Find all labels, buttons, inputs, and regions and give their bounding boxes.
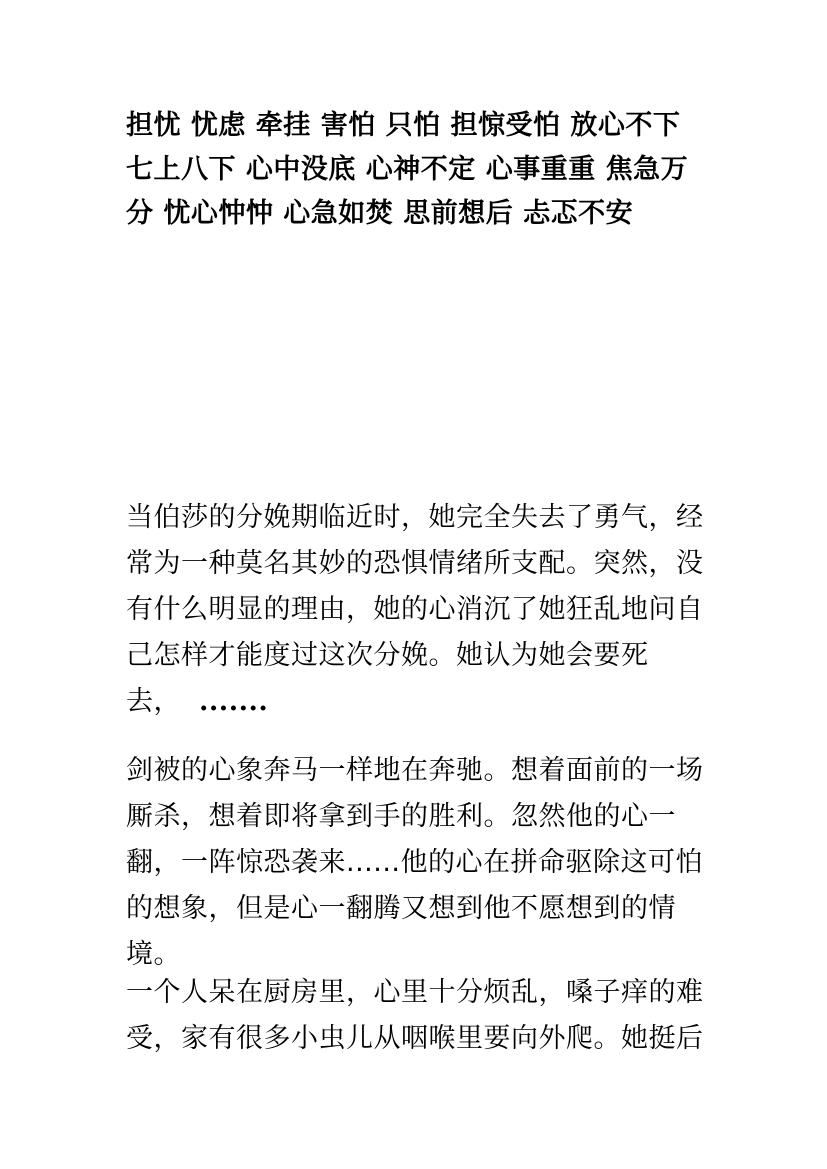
passage-3-text: 一个人呆在厨房里，心里十分烦乱，嗓子痒的难受，家有很多小虫儿从咽喉里要向外爬。她挺后 [126, 977, 704, 1054]
passage-3 [126, 970, 704, 1062]
vocabulary-text: 担忧 忧虑 牵挂 害怕 只怕 担惊受怕 放心不下 七上八下 心中没底 心神不定 心事重重 焦急万分 忧心忡忡 心急如焚 思前想后 忐忑不安 [126, 110, 689, 229]
passage-1-text: 当伯莎的分娩期临近时，她完全失去了勇气，经常为一种莫名其妙的恐惧情绪所支配。突然，没有什么明显的理由，她的心消沉了她狂乱地问自己怎样才能度过这次分娩。她认为她会要死去， [126, 502, 704, 717]
passage-2-text: 剑被的心象奔马一样地在奔驰。想着面前的一场厮杀，想着即将拿到手的胜利。忽然他的心一翻，一阵惊恐袭来......他的心在拼命驱除这可怕的想象，但是心一翻腾又想到他不愿想到的情境。 [126, 755, 704, 970]
passage-2 [126, 748, 704, 978]
passage-1 [126, 495, 704, 725]
vocabulary-list [126, 104, 704, 236]
passage-1-ellipsis: ....... [199, 686, 269, 717]
